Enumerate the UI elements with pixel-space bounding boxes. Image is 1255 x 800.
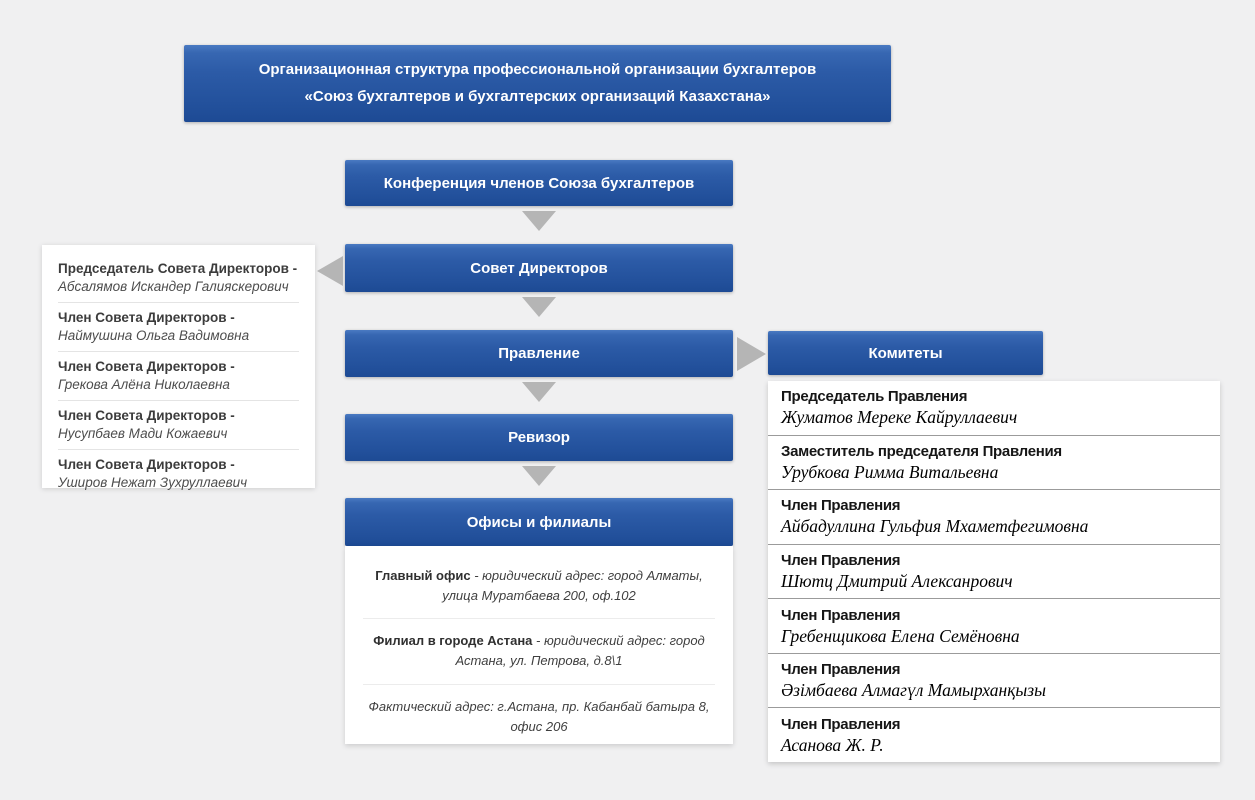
director-name: Нусупбаев Мади Кожаевич (58, 426, 228, 441)
directors-panel (42, 245, 315, 488)
board-row (768, 381, 1220, 436)
director-title: Член Совета Директоров - (58, 359, 235, 374)
flow-box-board-of-directors (345, 244, 733, 292)
board-row (768, 708, 1220, 762)
arrow-down-icon (522, 382, 556, 402)
flow-box-auditor (345, 414, 733, 461)
flow-box-offices (345, 498, 733, 546)
title-banner (184, 45, 891, 122)
flow-box-management-label: Правление (498, 345, 580, 362)
arrow-down-icon (522, 297, 556, 317)
board-member-name: Жуматов Мереке Кайруллаевич (781, 407, 1018, 428)
arrow-right-icon (737, 337, 766, 371)
office-name: Филиал в городе Астана (373, 633, 533, 649)
office-detail: Фактический адрес: г.Астана, пр. Кабанбай батыра 8, офис 206 (368, 698, 710, 734)
director-entry (58, 254, 299, 303)
director-entry (58, 401, 299, 450)
director-name: Наймушина Ольга Вадимовна (58, 328, 250, 343)
office-detail: - юридический адрес: город Алматы, улица Муратбаева 200, оф.102 (442, 568, 703, 604)
office-detail: - юридический адрес: город Астана, ул. Петрова, д.8\1 (455, 633, 705, 669)
arrow-left-icon (317, 256, 343, 286)
director-title: Член Совета Директоров - (58, 457, 235, 472)
board-member-title: Член Правления (781, 715, 901, 733)
office-entry (363, 554, 715, 619)
offices-panel (345, 546, 733, 744)
board-member-name: Айбадуллина Гульфия Мхаметфегимовна (781, 516, 1089, 537)
board-member-name: Гребенщикова Елена Семёновна (781, 625, 1020, 646)
board-member-title: Член Правления (781, 552, 901, 570)
board-row (768, 545, 1220, 600)
flow-box-board-of-directors-label: Совет Директоров (470, 259, 608, 277)
director-name: Абсалямов Искандер Галияскерович (58, 279, 289, 294)
board-member-name: Асанова Ж. Р. (781, 734, 884, 755)
flow-box-committees (768, 331, 1043, 375)
flow-box-offices-label: Офисы и филиалы (466, 513, 612, 531)
office-entry (363, 619, 715, 684)
director-entry (58, 450, 299, 498)
board-row (768, 436, 1220, 491)
board-row (768, 490, 1220, 545)
board-member-title: Член Правления (781, 606, 901, 624)
board-panel (768, 381, 1220, 762)
board-member-name: Урубкова Римма Витальевна (781, 461, 999, 482)
arrow-down-icon (522, 466, 556, 486)
board-row (768, 654, 1220, 709)
director-entry (58, 303, 299, 352)
director-name: Уширов Нежат Зухруллаевич (58, 475, 248, 490)
flow-box-auditor-label: Ревизор (508, 429, 570, 446)
flow-box-conference (345, 160, 733, 206)
director-title: Председатель Совета Директоров - (58, 261, 298, 276)
director-title: Член Совета Директоров - (58, 310, 235, 325)
flow-box-committees-label: Комитеты (868, 344, 943, 362)
board-member-title: Председатель Правления (781, 388, 968, 406)
office-entry (363, 685, 715, 749)
flow-box-conference-label: Конференция членов Союза бухгалтеров (383, 174, 695, 192)
board-row (768, 599, 1220, 654)
arrow-down-icon (522, 211, 556, 231)
board-member-name: Шютц Дмитрий Алексанрович (781, 571, 1013, 592)
director-name: Грекова Алёна Николаевна (58, 377, 230, 392)
title-line-2: «Союз бухгалтеров и бухгалтерских организаций Казахстана» (304, 87, 771, 105)
director-entry (58, 352, 299, 401)
office-name: Главный офис (375, 568, 471, 583)
board-member-name: Әзімбаева Алмагүл Мамырханқызы (781, 680, 1046, 701)
title-line-1: Организационная структура профессиональной организации бухгалтеров (258, 61, 817, 79)
board-member-title: Член Правления (781, 661, 901, 679)
director-title: Член Совета Директоров - (58, 408, 235, 423)
board-member-title: Член Правления (781, 497, 901, 515)
board-member-title: Заместитель председателя Правления (781, 442, 1062, 460)
flow-box-management (345, 330, 733, 377)
